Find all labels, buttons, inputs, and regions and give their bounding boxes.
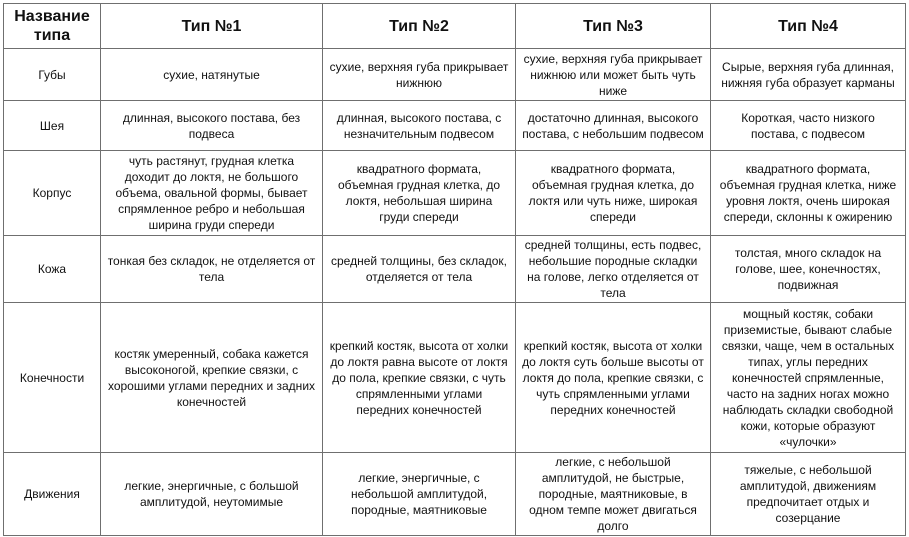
table-cell: мощный костяк, собаки приземистые, бывают слабые связки, чаще, чем в остальных типах, углы передних конечностей спрямленные, часто на задних ногах можно наблюдать складки свободной кожи, которые образуют «чулочки» <box>711 303 906 453</box>
table-cell: средней толщины, без складок, отделяется от тела <box>323 236 516 303</box>
table-cell: легкие, энергичные, с большой амплитудой, неутомимые <box>101 453 323 536</box>
table-cell: крепкий костяк, высота от холки до локтя суть больше высоты от локтя до пола, крепкие связки, с чуть спрямленными углами передних конечностей <box>516 303 711 453</box>
table-cell: квадратного формата, объемная грудная клетка, ниже уровня локтя, очень широкая спереди, склонны к ожирению <box>711 151 906 236</box>
table-cell: сухие, верхняя губа прикрывает нижнюю <box>323 49 516 101</box>
table-cell: сухие, верхняя губа прикрывает нижнюю или может быть чуть ниже <box>516 49 711 101</box>
header-type-1: Тип №1 <box>101 4 323 49</box>
table-cell: тонкая без складок, не отделяется от тела <box>101 236 323 303</box>
row-label: Кожа <box>4 236 101 303</box>
table-cell: квадратного формата, объемная грудная клетка, до локтя, небольшая ширина груди спереди <box>323 151 516 236</box>
table-row <box>4 151 906 236</box>
row-label: Конечности <box>4 303 101 453</box>
header-type-3: Тип №3 <box>516 4 711 49</box>
table-cell: сухие, натянутые <box>101 49 323 101</box>
table-cell: Короткая, часто низкого постава, с подвесом <box>711 101 906 151</box>
table-cell: чуть растянут, грудная клетка доходит до локтя, не большого объема, овальной формы, бывает спрямленное ребро и небольшая ширина груди спереди <box>101 151 323 236</box>
row-label: Движения <box>4 453 101 536</box>
table-cell: достаточно длинная, высокого постава, с небольшим подвесом <box>516 101 711 151</box>
table-row <box>4 303 906 453</box>
row-label: Корпус <box>4 151 101 236</box>
row-label: Губы <box>4 49 101 101</box>
table-cell: квадратного формата, объемная грудная клетка, до локтя или чуть ниже, широкая спереди <box>516 151 711 236</box>
table-cell: длинная, высокого постава, без подвеса <box>101 101 323 151</box>
table-cell: костяк умеренный, собака кажется высоконогой, крепкие связки, с хорошими углами передних и задних конечностей <box>101 303 323 453</box>
table-row <box>4 453 906 536</box>
table-row <box>4 49 906 101</box>
table-cell: легкие, энергичные, с небольшой амплитудой, породные, маятниковые <box>323 453 516 536</box>
table-cell: средней толщины, есть подвес, небольшие породные складки на голове, легко отделяется от тела <box>516 236 711 303</box>
header-type-2: Тип №2 <box>323 4 516 49</box>
table-row <box>4 236 906 303</box>
table-cell: крепкий костяк, высота от холки до локтя равна высоте от локтя до пола, крепкие связки, с чуть спрямленными углами передних конечностей <box>323 303 516 453</box>
dog-types-table <box>3 3 906 536</box>
table-cell: толстая, много складок на голове, шее, конечностях, подвижная <box>711 236 906 303</box>
table-cell: Сырые, верхняя губа длинная, нижняя губа образует карманы <box>711 49 906 101</box>
table-cell: легкие, с небольшой амплитудой, не быстрые, породные, маятниковые, в одном темпе может двигаться долго <box>516 453 711 536</box>
table-cell: длинная, высокого постава, с незначительным подвесом <box>323 101 516 151</box>
table-row <box>4 101 906 151</box>
table-cell: тяжелые, с небольшой амплитудой, движениям предпочитает отдых и созерцание <box>711 453 906 536</box>
header-type-4: Тип №4 <box>711 4 906 49</box>
header-row <box>4 4 906 49</box>
row-label: Шея <box>4 101 101 151</box>
header-corner: Название типа <box>4 4 101 49</box>
